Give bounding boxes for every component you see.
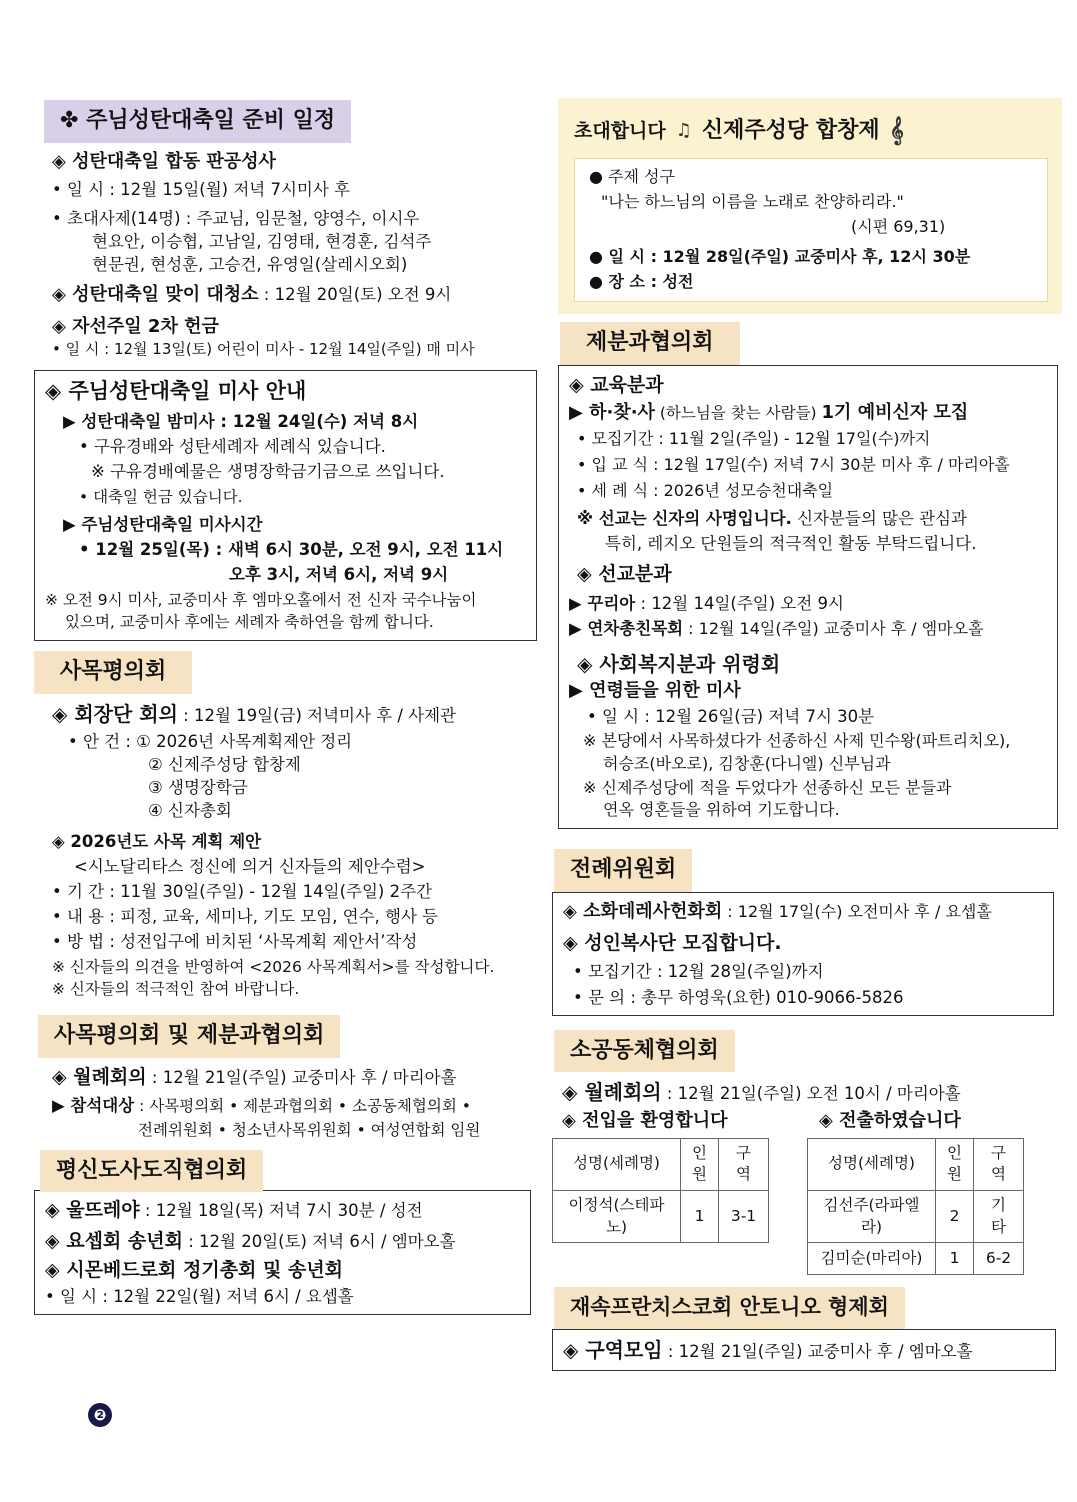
lay-line-1 (45, 1197, 520, 1224)
cleaning-line (34, 282, 539, 307)
edu-note-rest: 신자분들의 많은 관심과 (791, 508, 967, 528)
invite-ref: (시편 69,31) (851, 216, 946, 236)
welfare-note-1b: 허승조(바오로), 김창훈(다니엘) 신부님과 (603, 753, 891, 773)
table-cell: 기타 (974, 1190, 1024, 1242)
move-in-title: ◈ 전입을 환영합니다 (562, 1110, 728, 1132)
franciscan-line (563, 1336, 1045, 1364)
invite-details (574, 158, 1048, 302)
joint-attend-2: 전례위원회 • 청소년사목위원회 • 여성연합회 임원 (138, 1120, 481, 1139)
table-header: 성명(세례명) (553, 1138, 681, 1190)
plan-content: • 내 용 : 피정, 교육, 세미나, 기도 모임, 연수, 행사 등 (52, 907, 439, 927)
move-out-block (807, 1108, 1024, 1275)
edu-recruit (569, 400, 1047, 425)
pastoral-meeting (34, 700, 539, 728)
franciscan-title: 재속프란치스코회 안토니오 형제회 (554, 1287, 905, 1328)
left-column (34, 100, 539, 1315)
prep-title: ✤ 주님성탄대축일 준비 일정 (44, 100, 351, 143)
move-in-table (552, 1138, 769, 1244)
concert-invitation (558, 98, 1062, 314)
table-cell: 이정석(스테파노) (553, 1190, 681, 1242)
table-row (808, 1190, 1024, 1242)
move-out-title: ◈ 전출하였습니다 (819, 1110, 961, 1132)
lay-line-3-time: • 일 시 : 12월 22일(월) 저녁 6시 / 요셉홀 (45, 1287, 354, 1307)
liturgy-period: • 모집기간 : 12월 28일(주일)까지 (573, 962, 824, 982)
edu-note-2: 특히, 레지오 단원들의 적극적인 활동 부탁드립니다. (605, 533, 977, 553)
pastoral-section (34, 651, 539, 1001)
franciscan-time: : 12월 21일(주일) 교중미사 후 / 엠마오홀 (662, 1341, 973, 1361)
joint-meeting (34, 1064, 539, 1091)
agenda-1: • 안 건 : ① 2026년 사목계획제안 정리 (68, 731, 353, 751)
community-tables (552, 1108, 1060, 1275)
lay-line-1-label: ◈ 울뜨레야 (45, 1199, 140, 1222)
franciscan-box (552, 1329, 1056, 1371)
pastoral-title: 사목평의회 (34, 651, 192, 694)
welfare-note-1a: ※ 본당에서 사목하셨다가 선종하신 사제 민수왕(파트리치오), (583, 731, 1011, 751)
pastoral-meeting-time: : 12월 19일(금) 저녁미사 후 / 사제관 (177, 705, 456, 725)
invite-title-row (574, 108, 1048, 154)
plan-method: • 방 법 : 성전입구에 비치된 ‘사목계획 제안서’작성 (52, 932, 418, 952)
franciscan-label: ◈ 구역모임 (563, 1337, 663, 1362)
eve-mass-line-3: • 대축일 헌금 있습니다. (79, 488, 243, 507)
liturgy-contact: • 문 의 : 총무 하영욱(요한) 010-9066-5826 (573, 987, 904, 1007)
edu-note-bold: ※ 선교는 신자의 사명입니다. (577, 508, 792, 528)
eve-mass-line-1: • 구유경배와 성탄세례자 세례식 있습니다. (79, 437, 386, 457)
lay-line-3-label: ◈ 시몬베드로회 정기총회 및 송년회 (45, 1258, 344, 1281)
table-header-row (553, 1138, 769, 1190)
joint-attend-1: : 사목평의회 • 제분과협의회 • 소공동체협의회 • (134, 1097, 471, 1116)
eve-mass-line-2: ※ 구유경배예물은 생명장학금기금으로 쓰입니다. (91, 462, 445, 482)
page-number: ❷ (88, 1403, 112, 1427)
charity-title: ◈ 자선주일 2차 헌금 (52, 315, 219, 337)
mission-title: ◈ 선교분과 (577, 562, 672, 585)
lay-line-2 (45, 1228, 520, 1255)
invite-time: ● 일 시 : 12월 28일(주일) 교중미사 후, 12시 30분 (589, 247, 971, 267)
invite-quote: "나는 하느님의 이름을 노래로 찬양하리라." (601, 191, 904, 211)
table-header: 구역 (974, 1138, 1024, 1190)
edu-title: ◈ 교육분과 (569, 373, 664, 396)
liturgy-line-1 (563, 899, 1043, 924)
joint-meeting-time: : 12월 21일(주일) 교중미사 후 / 마리아홀 (146, 1067, 457, 1087)
table-header: 인원 (936, 1138, 974, 1190)
plan-title: ◈ 2026년도 사목 계획 제안 (52, 831, 262, 851)
table-header-row (808, 1138, 1024, 1190)
treble-clef-icon: 𝄞 (889, 116, 904, 145)
cleaning-label: ◈ 성탄대축일 맞이 대청소 (52, 284, 259, 306)
day-mass-line-2: 오후 3시, 저녁 6시, 저녁 9시 (229, 565, 449, 585)
priests-line-1: • 초대사제(14명) : 주교님, 임문철, 양영수, 이시우 (52, 209, 420, 229)
table-cell: 2 (936, 1190, 974, 1242)
mass-guide-title: ◈ 주님성탄대축일 미사 안내 (45, 378, 307, 403)
invite-title: 신제주성당 합창제 (701, 117, 880, 143)
liturgy-line-2: ◈ 성인복사단 모집합니다. (563, 931, 782, 954)
right-column (552, 98, 1060, 1371)
mission-line-1-label: ▶ 꾸리아 (569, 593, 636, 613)
agenda-2: ② 신제주성당 합창제 (148, 754, 301, 774)
table-cell: 1 (936, 1243, 974, 1275)
lay-line-1-time: : 12월 18일(목) 저녁 7시 30분 / 성전 (139, 1201, 423, 1221)
mission-line-1-time: : 12월 14일(주일) 오전 9시 (635, 593, 844, 613)
table-header: 성명(세례명) (808, 1138, 936, 1190)
welfare-title: ◈ 사회복지분과 위령회 (577, 652, 781, 676)
lay-line-2-label: ◈ 요셉회 송년회 (45, 1229, 183, 1252)
mission-line-1 (569, 592, 1047, 615)
plan-subtitle: <시노달리타스 정신에 의거 신자들의 제안수렴> (74, 857, 426, 877)
joint-section (34, 1015, 539, 1142)
mass-note-1: ※ 오전 9시 미사, 교중미사 후 엠마오홀에서 전 신자 국수나눔이 (45, 591, 477, 610)
mission-line-2-time: : 12월 14일(주일) 교중미사 후 / 엠마오홀 (683, 618, 984, 638)
edu-recruit-b: (하느님을 찾는 사람들) (654, 404, 822, 423)
invite-place: ● 장 소 : 성전 (589, 272, 694, 292)
edu-recruit-c: 1기 예비신자 모집 (821, 402, 969, 424)
priests-line-3: 현문권, 현성훈, 고승건, 유영일(살레시오회) (92, 255, 408, 275)
liturgy-line-1-time: : 12월 17일(수) 오전미사 후 / 요셉홀 (722, 901, 992, 921)
welfare-sub: ▶ 연령들을 위한 미사 (569, 680, 741, 701)
community-title: 소공동체협의회 (554, 1030, 735, 1073)
community-section (552, 1030, 1060, 1276)
plan-note-2: ※ 신자들의 적극적인 참여 바랍니다. (52, 980, 300, 999)
welfare-time: • 일 시 : 12월 26일(금) 저녁 7시 30분 (587, 707, 875, 727)
table-header: 인원 (681, 1138, 719, 1190)
lay-section (34, 1150, 539, 1316)
council-section (552, 322, 1060, 829)
table-row (808, 1243, 1024, 1275)
franciscan-section (552, 1287, 1060, 1370)
plan-period: • 기 간 : 11월 30일(주일) - 12월 14일(주일) 2주간 (52, 882, 432, 902)
edu-recruit-a: ▶ 하·찾·사 (569, 402, 655, 424)
joint-meeting-label: ◈ 월례회의 (52, 1065, 147, 1088)
table-cell: 3-1 (719, 1190, 769, 1242)
liturgy-line-1-label: ◈ 소화데레사헌화회 (563, 900, 723, 922)
liturgy-section (552, 849, 1060, 1016)
community-meeting-time: : 12월 21일(주일) 오전 10시 / 마리아홀 (661, 1084, 961, 1104)
prep-section (34, 100, 539, 360)
confession-time: • 일 시 : 12월 15일(월) 저녁 7시미사 후 (52, 179, 350, 199)
community-meeting-label: ◈ 월례회의 (562, 1080, 662, 1105)
lay-line-2-time: : 12월 20일(토) 저녁 6시 / 엠마오홀 (182, 1231, 456, 1251)
mission-line-2-label: ▶ 연차총친목회 (569, 618, 684, 638)
move-out-table (807, 1138, 1024, 1276)
liturgy-box (552, 892, 1054, 1016)
edu-period: • 모집기간 : 11월 2일(주일) - 12월 17일(수)까지 (577, 428, 931, 448)
council-title: 제분과협의회 (560, 322, 740, 365)
welfare-note-2b: 연옥 영혼들을 위하여 기도합니다. (603, 800, 840, 820)
pastoral-meeting-label: ◈ 회장단 회의 (52, 701, 178, 726)
liturgy-title: 전례위원회 (554, 849, 692, 892)
table-cell: 6-2 (974, 1243, 1024, 1275)
mass-guide-box (34, 370, 537, 641)
table-row (553, 1190, 769, 1242)
community-meeting (552, 1078, 1060, 1106)
mass-note-2: 있으며, 교중미사 후에는 세례자 축하연을 함께 합니다. (65, 613, 434, 632)
joint-attend-label: ▶ 참석대상 (52, 1096, 135, 1116)
agenda-3: ③ 생명장학금 (148, 777, 248, 797)
table-cell: 김선주(라파엘라) (808, 1190, 936, 1242)
welfare-note-2a: ※ 신제주성당에 적을 두었다가 선종하신 모든 분들과 (583, 778, 952, 798)
edu-baptism: • 세 례 식 : 2026년 성모승천대축일 (577, 481, 834, 501)
charity-time: • 일 시 : 12월 13일(토) 어린이 미사 - 12월 14일(주일) 매 미사 (52, 339, 475, 358)
invite-theme-label: ● 주제 성구 (589, 167, 675, 186)
mission-line-2 (569, 617, 1047, 640)
confession-title: ◈ 성탄대축일 합동 판공성사 (52, 150, 276, 172)
day-mass-title: ▶ 주님성탄대축일 미사시간 (63, 515, 263, 535)
edu-entry: • 입 교 식 : 12월 17일(수) 저녁 7시 30분 미사 후 / 마리아홀 (577, 454, 1010, 474)
priests-line-2: 현요안, 이승협, 고남일, 김영태, 현경훈, 김석주 (92, 232, 432, 252)
move-in-block (552, 1108, 807, 1275)
lay-box (34, 1190, 531, 1315)
agenda-4: ④ 신자총회 (148, 800, 232, 820)
cleaning-time: : 12월 20일(토) 오전 9시 (258, 285, 452, 305)
joint-attend (34, 1094, 539, 1118)
table-cell: 1 (681, 1190, 719, 1242)
table-header: 구역 (719, 1138, 769, 1190)
lay-title: 평신도사도직협의회 (40, 1150, 263, 1193)
edu-note (569, 507, 1047, 530)
joint-title: 사목평의회 및 제분과협의회 (38, 1015, 340, 1058)
council-box (558, 365, 1058, 829)
table-cell: 김미순(마리아) (808, 1243, 936, 1275)
invite-lead: 초대합니다 (574, 119, 666, 142)
eve-mass-title: ▶ 성탄대축일 밤미사 : 12월 24일(수) 저녁 8시 (63, 412, 419, 432)
day-mass-line-1: • 12월 25일(목) : 새벽 6시 30분, 오전 9시, 오전 11시 (79, 540, 504, 560)
plan-note-1: ※ 신자들의 의견을 반영하여 <2026 사목계획서>를 작성합니다. (52, 958, 495, 977)
music-note-icon: ♫ (675, 120, 692, 142)
